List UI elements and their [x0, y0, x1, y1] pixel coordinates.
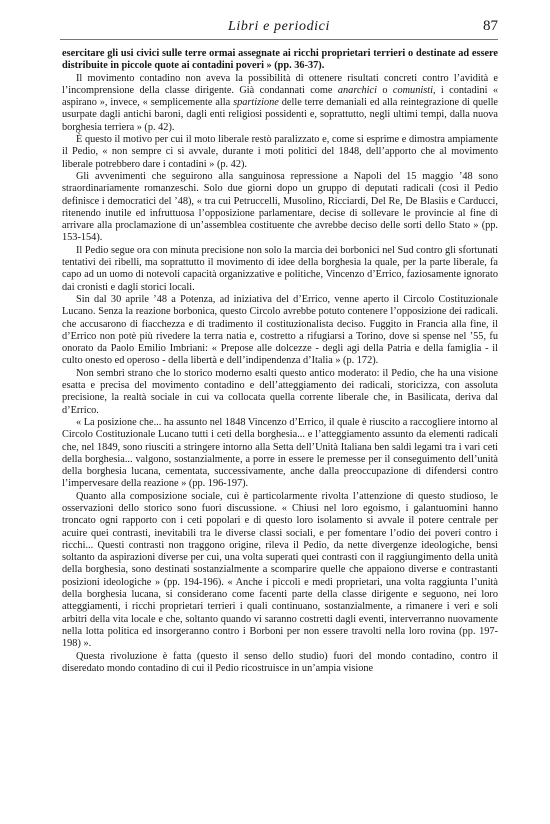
running-title: Libri e periodici — [228, 19, 330, 34]
paragraph: Il movimento contadino non aveva la possibilità di ottenere risultati concreti contro l’avidità e l’incomprensione della classe dirigente. Già condannati come anarchici o comunisti, i contadini « aspirano », invece, « semplicemente alla spartizione delle terre demaniali ed alla reintegrazione di quelle usurpate dagli antichi baroni, dagli enti religiosi possidenti e, soprattutto, negli ultimi tempi, dalla nuova borghesia terriera » (p. 42). — [62, 72, 499, 133]
paragraph: Gli avvenimenti che seguirono alla sanguinosa repressione a Napoli del 15 maggio ’48 sono straordinariamente romanzeschi. Solo due giorni dopo un gruppo di deputati radicali (così il Pedio definisce i democratici del ’48), « tra cui Petruccelli, Musolino, Ricciardi, Del Re, De Blasiis e Carducci, ritenendo inutile ed infruttuosa l’opposizione parlamentare, decise di sollevare le provincie al fine di arrivare alla proclamazione di un’assemblea costituente che avrebbe deciso delle sorti dello Stato » (pp. 153-154). — [62, 170, 498, 244]
paragraph: Questa rivoluzione è fatta (questo il senso dello studio) fuori del mondo contadino, contro il diseredato mondo contadino di cui il Pedio ricostruisce in un’ampia visione — [62, 650, 498, 674]
paragraph: « La posizione che... ha assunto nel 1848 Vincenzo d’Errico, il quale è riuscito a raccogliere intorno al Circolo Costituzionale Lucano tutti i ceti della borghesia... e l’atteggiamento assunto da elementi radicali che, nel 1849, sono riusciti a stringere intorno alla Setta dell’Unità Italiana ben saldi legami tra i vari ceti della borghesia... valgono, sostanzialmente, a porre in essere le premesse per il conseguimento dell’unità della borghesia lucana, cementata, successivamente, anche dalla preoccupazione di difendersi contro l’impervesare della reazione » (pp. 196-197). — [62, 416, 498, 490]
paragraph: Quanto alla composizione sociale, cui è particolarmente rivolta l’attenzione di questo studioso, le osservazioni dello storico sono fuori discussione. « Chiusi nel loro egoismo, i galantuomini hanno troncato ogni rapporto con i ceti popolari e di questo loro isolamento si avvale il potere centrale per acuire quei contrasti, inevitabili tra le diverse classi sociali, e per fomentare l’odio dei poveri contro i ricchi... Questi contrasti non traggono origine, rileva il Pedio, da nette divergenze ideologiche, bensì soltanto da aspirazioni diverse per cui, una volta superati quei contrasti con il raggiungimento della unità della borghesia, sono destinati sostanzialmente a scomparire quelle che appaiono diverse e contrastanti posizioni ideologiche » (pp. 194-196). « Anche i piccoli e medi proprietari, una volta raggiunta l’unità della borghesia lucana, si considerano come facenti parte della classe dirigente e seguono, nei loro atteggiamenti, i ricchi proprietari terrieri i quali continuano, sostanzialmente, a rimanere i veri e soli arbitri della vita locale e che, soltanto quando vi saranno costretti dagli eventi, interverranno nuovamente nella lotta politica ed insorgeranno contro i Borboni per non essere travolti nella loro rovina (pp. 197-198) ». — [62, 490, 498, 650]
paragraph: Non sembri strano che lo storico moderno esalti questo antico moderato: il Pedio, che ha una visione esatta e precisa del movimento contadino e dell’atteggiamento dei radicali, storicizza, con assoluta precisione, la realtà sociale in cui va collocata quella corrente liberale che, in Basilicata, deriva dal d’Errico. — [62, 367, 498, 416]
page-number: 87 — [483, 18, 498, 34]
paragraph: esercitare gli usi civici sulle terre ormai assegnate ai ricchi proprietari terrieri o destinate ad essere distribuite in piccole quote ai contadini poveri » (pp. 36-37). — [62, 48, 498, 72]
paragraph: È questo il motivo per cui il moto liberale restò paralizzato e, come si esprime e dimostra ampiamente il Pedio, « non sempre ci si avvale, durante i moti politici del 1848, dell’apporto che al movimento liberale potrebbero dare i contadini » (p. 42). — [62, 134, 498, 170]
page-header — [60, 17, 498, 40]
article-body — [62, 48, 498, 675]
paragraph: Il Pedio segue ora con minuta precisione non solo la marcia dei borbonici nel Sud contro gli sfortunati tentativi dei ribelli, ma soprattutto il movimento di idee della borghesia la quale, per la parte liberale, fa capo ad un uomo di notevoli capacità organizzative e politiche, Vincenzo d’Errico, faziosamente ignorato dai cronisti e dagli storici locali. — [62, 244, 498, 293]
paragraph: Sin dal 30 aprile ’48 a Potenza, ad iniziativa del d’Errico, venne aperto il Circolo Costituzionale Lucano. Senza la reazione borbonica, questo Circolo avrebbe potuto contenere l’opposizione dei radicali. che accusarono di fiacchezza e di tradimento il costituzionalista deciso. Fuggito in Francia alla fine, il d’Errico non potè più rivedere la terra natia e, costretto a rifugiarsi a Torino, dove si spense nel ’55, fu onorato da Paolo Emilio Imbriani: « Prepose alle dolcezze - degli agi della Patria e della famiglia - il culto onesto ed operoso - della libertà e dell’indipendenza d’Italia » (p. 172). — [62, 293, 498, 367]
